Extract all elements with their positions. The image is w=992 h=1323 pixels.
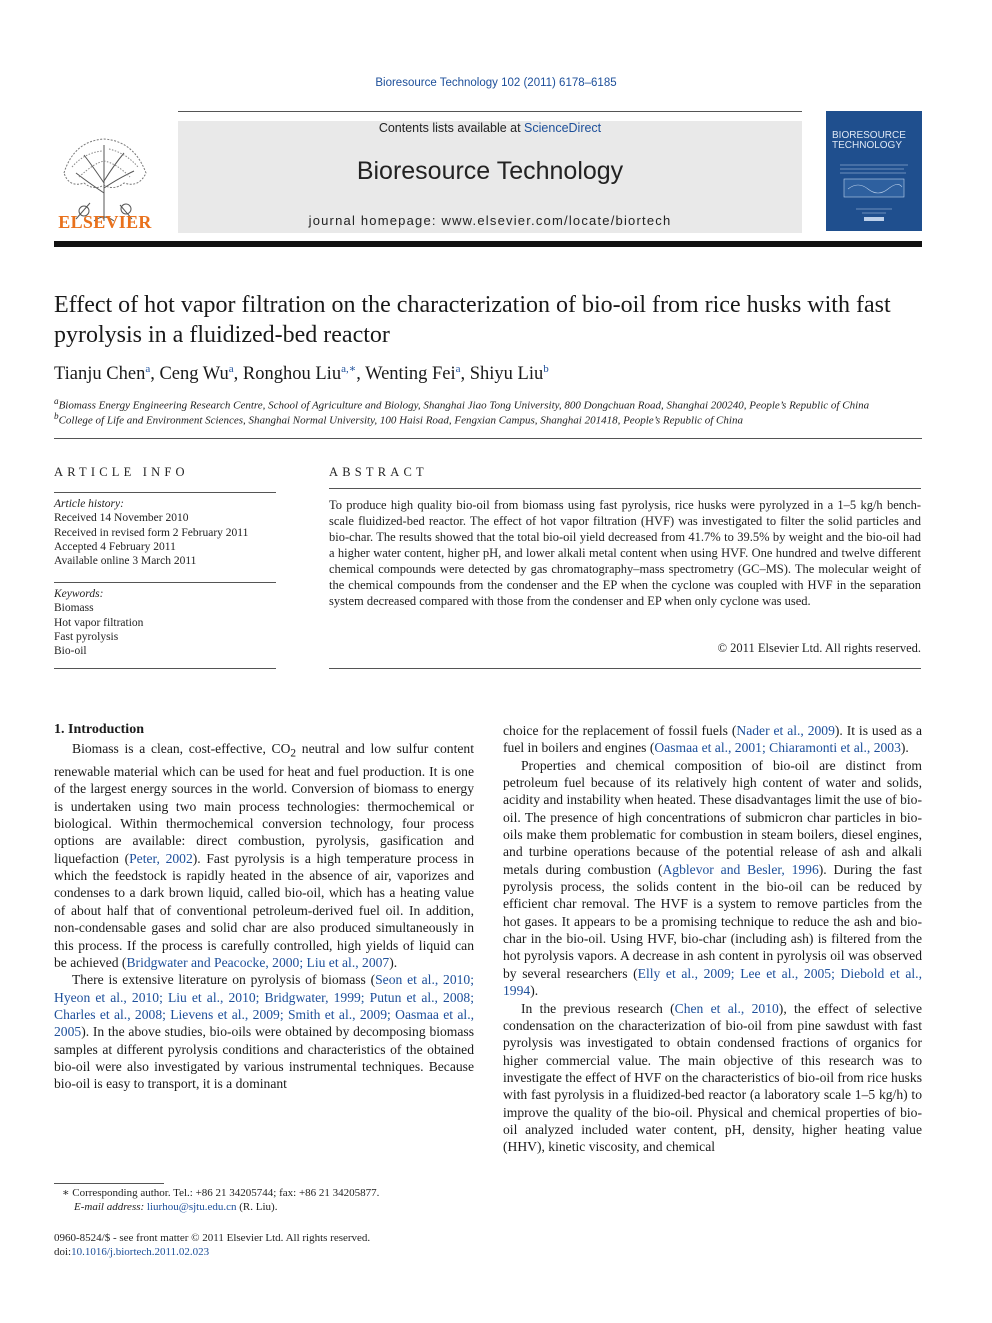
abstract-copyright: © 2011 Elsevier Ltd. All rights reserved. — [717, 641, 921, 655]
subscript: 2 — [290, 747, 297, 760]
affiliation-a-text: Biomass Energy Engineering Research Centre, School of Agriculture and Biology, Shanghai Jiao Tong University, 800 Dongchuan Road, Shanghai 200240, People’s Republic of China — [58, 399, 870, 412]
header-rule — [178, 111, 802, 112]
citation-link[interactable]: Seon et al., 2010; Hyeon et al., 2010; Liu et al., 2010; Bridgwater, 1999; Putun et al., 2008; Charles et al., 2008; Lievens et al., 2009; Smith et al., 2009; Oasmaa et al., 2005 — [54, 972, 474, 1040]
affiliation-b-marker: b — [54, 411, 59, 421]
keywords — [54, 587, 276, 658]
text-run: ). During the fast pyrolysis process, the solids content in the bio-oil can be reduced by efficient char removal. The HVF is a system to remove particles from the hot gases. It appears to be a promising technique to reduce the ash and bio-char in the bio-oil. Using HVF, bio-char (including ash) is filtered from the hot pyrolysis vapors. A decrease in ash content in pyrolysis oil was observed by several researchers ( — [503, 861, 922, 981]
keyword-item: Hot vapor filtration — [54, 616, 144, 629]
text-run: neutral and low sulfur content renewable material which can be used for heat and fuel production. It is one of the largest energy sources in the world. Conversion of biomass to energy is undertaken using two main process technologies: thermochemical or biological. Within thermochemical conversion technology, four process options are available: direct combustion, pyrolysis, gasification and liquefaction ( — [54, 741, 474, 866]
affiliation-a — [54, 396, 922, 412]
paragraph — [54, 740, 474, 971]
text-run: There is extensive literature on pyrolysis of biomass ( — [72, 972, 376, 988]
author-name: Ronghou Liu — [242, 364, 342, 385]
article-info-rule-top — [54, 492, 276, 493]
cover-artwork — [836, 159, 912, 225]
author-list — [54, 362, 922, 385]
affiliation-a-marker: a — [54, 396, 59, 406]
title-rule — [54, 438, 922, 439]
article-info-rule-bottom — [54, 668, 276, 669]
journal-name: Bioresource Technology — [356, 157, 624, 185]
email-link[interactable]: liurhou@sjtu.edu.cn — [146, 1201, 237, 1213]
article-history — [54, 497, 276, 568]
paragraph — [503, 722, 922, 757]
text-run: ). It is used as a fuel in boilers and engines ( — [503, 723, 922, 756]
journal-homepage[interactable]: journal homepage: www.elsevier.com/locate/biortech — [308, 213, 672, 228]
issn-line: 0960-8524/$ - see front matter © 2011 Elsevier Ltd. All rights reserved. — [54, 1232, 371, 1244]
abstract-rule-bottom — [329, 668, 921, 669]
doi-prefix: doi: — [54, 1246, 72, 1258]
body-column-right — [503, 722, 922, 1156]
citation-link[interactable]: Peter, 2002 — [129, 850, 193, 866]
author-affiliation-marker[interactable]: a — [228, 363, 234, 375]
author-affiliation-marker[interactable]: a — [145, 363, 151, 375]
cover-title: BIORESOURCE TECHNOLOGY — [832, 130, 906, 151]
text-run: Properties and chemical composition of bio-oil are distinct from petroleum fuel because of its relatively high content of water and solids, acidity and instability when heated. These disadvantages limit the use of bio-oil. The presence of high concentrations of submicron char particles in bio-oils make them problematic for combustion in steam boilers, diesel engines, and turbine operations because of the potential release of ash and alkali metals during combustion ( — [503, 757, 922, 877]
paragraph — [503, 1000, 922, 1156]
paragraph — [503, 757, 922, 1000]
elsevier-wordmark: ELSEVIER — [58, 212, 152, 232]
affiliation-b — [54, 411, 922, 427]
citation-link[interactable]: Bridgwater and Peacocke, 2000; Liu et al., 2007 — [126, 954, 390, 970]
author-separator: , — [150, 364, 160, 385]
author-affiliation-marker[interactable]: a,∗ — [341, 363, 357, 375]
author-name: Shiyu Liu — [469, 364, 544, 385]
doi-line — [54, 1245, 484, 1259]
corresponding-author-note: ∗ Corresponding author. Tel.: +86 21 34205744; fax: +86 21 34205877. — [62, 1187, 380, 1199]
footnote-rule — [54, 1183, 164, 1184]
author-name: Tianju Chen — [54, 364, 146, 385]
article-info-rule-mid — [54, 582, 276, 583]
email-suffix: (R. Liu). — [236, 1201, 278, 1213]
author-separator: , — [460, 364, 470, 385]
article-title: Effect of hot vapor filtration on the characterization of bio-oil from rice husks with fast pyrolysis in a fluidized-bed reactor — [54, 292, 891, 348]
text-run: ). In the above studies, bio-oils were obtained by decomposing biomass samples at different pyrolysis conditions and characteristics of the obtained bio-oil were also investigated by various instrumental techniques. Because bio-oil is easy to transport, it is a dominant — [54, 1024, 474, 1092]
history-item: Received in revised form 2 February 2011 — [54, 526, 249, 539]
citation-link[interactable]: Chen et al., 2010 — [674, 1000, 779, 1016]
body-column-left — [54, 740, 474, 1093]
article-info-heading: ARTICLE INFO — [54, 465, 189, 479]
author-name: Ceng Wu — [159, 364, 229, 385]
text-run: choice for the replacement of fossil fuels ( — [503, 723, 737, 738]
text-run: ). Fast pyrolysis is a high temperature process in which the feedstock is rapidly heated in the absence of air, vaporizes and condenses to a dark brown liquid, called bio-oil, which has a heating value of about half that of conventional petroleum-derived fuel oil. In addition, non-condensable gases and solid char are also produced simultaneously in this process. If the process is carefully controlled, high yields of liquid can be achieved ( — [54, 850, 475, 970]
article-history-label: Article history: — [54, 498, 124, 510]
sciencedirect-link[interactable]: ScienceDirect — [524, 121, 602, 135]
section-heading-introduction: 1. Introduction — [54, 722, 144, 737]
citation-link[interactable]: Elly et al., 2009; Lee et al., 2005; Diebold et al., 1994 — [503, 965, 922, 999]
journal-masthead — [178, 121, 802, 233]
author-affiliation-marker[interactable]: b — [543, 363, 549, 375]
text-run: Biomass is a clean, cost-effective, CO — [72, 741, 291, 756]
keyword-item: Bio-oil — [54, 645, 87, 658]
affiliation-b-text: College of Life and Environment Sciences, Shanghai Normal University, 100 Haisi Road, Fengxian Campus, Shanghai 201418, People’s Republic of China — [58, 414, 743, 427]
keyword-item: Fast pyrolysis — [54, 630, 119, 643]
abstract-heading: ABSTRACT — [329, 465, 428, 479]
paragraph — [54, 971, 474, 1092]
history-item: Received 14 November 2010 — [54, 512, 189, 525]
citation-link[interactable]: Agblevor and Besler, 1996 — [662, 861, 819, 877]
email-label: E-mail address: — [74, 1201, 147, 1213]
abstract-rule-top — [329, 488, 921, 489]
author-affiliation-marker[interactable]: a — [455, 363, 461, 375]
history-item: Accepted 4 February 2011 — [54, 540, 176, 553]
keywords-label: Keywords: — [54, 588, 104, 600]
journal-cover-thumbnail[interactable] — [826, 111, 922, 231]
history-item: Available online 3 March 2011 — [54, 555, 197, 568]
email-note — [54, 1200, 504, 1214]
journal-reference[interactable]: Bioresource Technology 102 (2011) 6178–6185 — [375, 77, 617, 89]
contents-prefix: Contents lists available at — [378, 121, 525, 135]
author-name: Wenting Fei — [365, 364, 456, 385]
text-run: ). — [530, 983, 539, 999]
author-separator: , — [356, 364, 366, 385]
doi-link[interactable]: 10.1016/j.biortech.2011.02.023 — [71, 1246, 210, 1258]
text-run: ), the effect of selective condensation on the characterization of bio-oil from pine sawdust with fast pyrolysis was investigated to obtain condensed fractions of organics for higher commercial value. The main objective of this research was to investigate the effect of HVF on the characteristics of bio-oil from rice husks with fast pyrolysis in a fluidized-bed reactor (a laboratory scale 1–5 kg/h) to improve the quality of the bio-oil. Physical and chemical properties of bio-oil analyzed included water content, pH, density, higher heating value (HHV), kinetic viscosity, and chemical — [503, 1000, 922, 1155]
author-separator: , — [233, 364, 243, 385]
text-run: ). — [900, 740, 909, 756]
citation-link[interactable]: Nader et al., 2009 — [736, 723, 835, 738]
keyword-item: Biomass — [54, 602, 94, 615]
citation-link[interactable]: Oasmaa et al., 2001; Chiaramonti et al., 2003 — [654, 740, 901, 756]
text-run: ). — [389, 954, 398, 970]
contents-line — [178, 121, 802, 135]
text-run: In the previous research ( — [521, 1000, 675, 1016]
abstract-text: To produce high quality bio-oil from biomass using fast pyrolysis, rice husks were pyrolyzed in a 1–5 kg/h bench-scale fluidized-bed reactor. The effect of hot vapor filtration (HVF) was investigated to filter the solid particles and bio-char. The results showed that the total bio-oil yield decreased from 41.7% to 39.5% by weight and the bio-oil had a higher water content, higher pH, and lower alkali metal content when using HVF. One hundred and twelve different chemical compounds were detected by gas chromatography–mass spectrometry (GC–MS). The molecular weight of the chemical compounds from the condenser and the EP when the cyclone was coupled with HVF in the separation system decreased compared with those from the condenser and EP when only cyclone was used. — [329, 498, 921, 608]
header-thick-rule — [54, 241, 922, 247]
